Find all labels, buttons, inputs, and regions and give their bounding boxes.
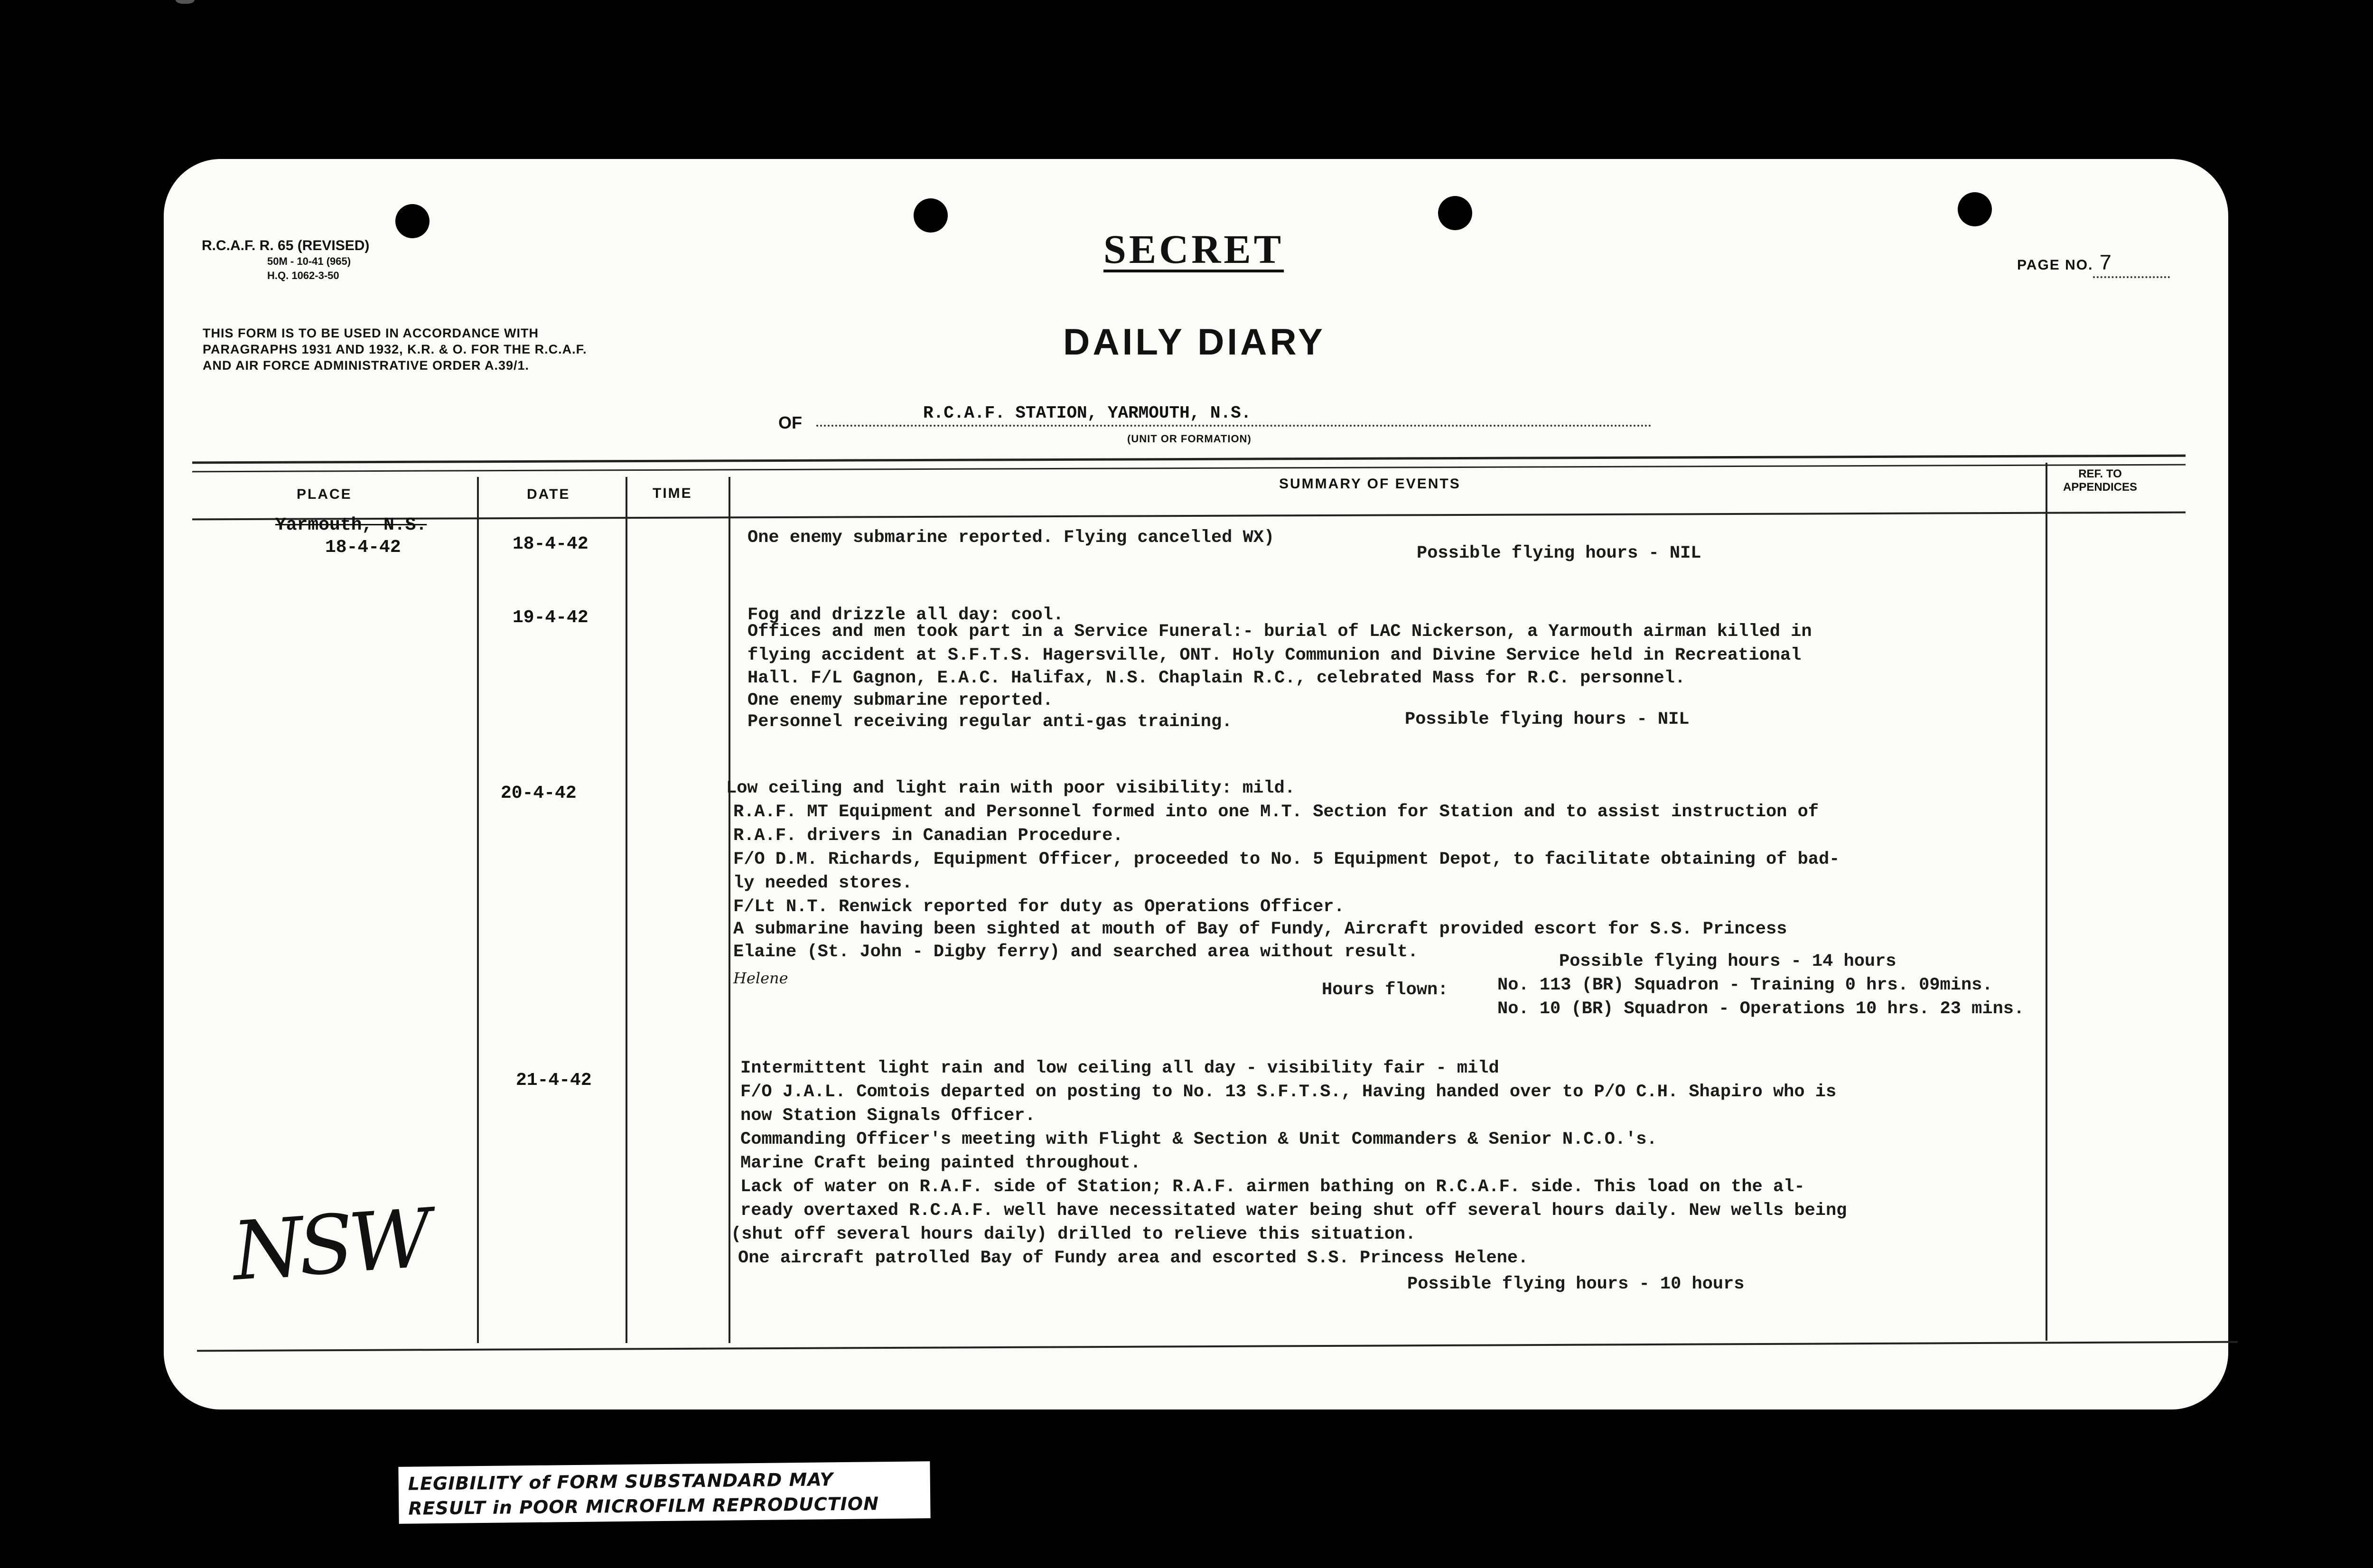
form-title: DAILY DIARY <box>1063 321 1326 363</box>
page-number-label: PAGE NO. <box>2017 257 2093 273</box>
table-header-rule <box>192 512 2186 521</box>
column-header-place: PLACE <box>297 486 352 502</box>
column-header-summary: SUMMARY OF EVENTS <box>1279 476 1461 492</box>
punch-hole <box>1438 196 1472 230</box>
flying-hours-line: Possible flying hours - 10 hours <box>1407 1274 1745 1294</box>
flying-hours-line: Possible flying hours - NIL <box>1405 709 1690 729</box>
form-print-code: 50M - 10-41 (965) <box>267 255 351 267</box>
form-number: R.C.A.F. R. 65 (REVISED) <box>202 238 370 253</box>
event-line: Hall. F/L Gagnon, E.A.C. Halifax, N.S. Chaplain R.C., celebrated Mass for R.C. personnel. <box>747 668 1686 688</box>
form-identifier <box>202 237 369 283</box>
event-line: Commanding Officer's meeting with Flight & Section & Unit Commanders & Senior N.C.O.'s. <box>740 1129 1657 1149</box>
entry-date: 19-4-42 <box>513 607 589 628</box>
punch-hole <box>1958 192 1992 226</box>
place-name: Yarmouth, N.S. <box>275 515 427 535</box>
diary-form-card <box>164 159 2228 1409</box>
event-line: now Station Signals Officer. <box>740 1106 1036 1126</box>
event-line: F/Lt N.T. Renwick reported for duty as Operations Officer. <box>733 897 1345 917</box>
page-number-value: 7 <box>2093 252 2170 278</box>
unit-caption: (UNIT OR FORMATION) <box>1127 433 1252 445</box>
event-line: A submarine having been sighted at mouth of Bay of Fundy, Aircraft provided escort for S.S. Princess <box>733 919 1787 939</box>
column-divider <box>626 477 627 1343</box>
event-line: F/O J.A.L. Comtois departed on posting to No. 13 S.F.T.S., Having handed over to P/O C.H. Shapiro who is <box>740 1082 1837 1102</box>
column-divider <box>477 477 479 1343</box>
event-line: Elaine (St. John - Digby ferry) and searched area without result. <box>733 942 1419 962</box>
page-number-field <box>2017 252 2170 278</box>
column-divider <box>2046 463 2047 1341</box>
event-line: Low ceiling and light rain with poor visibility: mild. <box>726 778 1295 798</box>
event-line: flying accident at S.F.T.S. Hagersville, ONT. Holy Communion and Divine Service held in Recreational <box>747 645 1802 665</box>
punch-hole <box>914 198 948 233</box>
event-line: R.A.F. MT Equipment and Personnel formed into one M.T. Section for Station and to assist instruction of <box>733 802 1819 822</box>
hours-flown-line: No. 10 (BR) Squadron - Operations 10 hrs. 23 mins. <box>1497 999 2025 1019</box>
event-line: Fog and drizzle all day: cool. <box>747 605 1064 625</box>
event-line: One aircraft patrolled Bay of Fundy area and escorted S.S. Princess Helene. <box>738 1248 1529 1268</box>
event-line: Offices and men took part in a Service Funeral:- burial of LAC Nickerson, a Yarmouth airman killed in <box>747 622 1812 642</box>
event-line: Lack of water on R.A.F. side of Station; R.A.F. airmen bathing on R.C.A.F. side. This load on the al- <box>740 1177 1805 1197</box>
hours-flown-line: No. 113 (BR) Squadron - Training 0 hrs. 09mins. <box>1497 975 1993 995</box>
security-classification: SECRET <box>1103 226 1284 272</box>
microfilm-legibility-note <box>398 1461 930 1524</box>
event-line: Marine Craft being painted throughout. <box>740 1153 1141 1173</box>
event-line: Intermittent light rain and low ceiling all day - visibility fair - mild <box>740 1058 1499 1078</box>
note-line: LEGIBILITY of FORM SUBSTANDARD MAY <box>408 1469 834 1494</box>
unit-of-label: OF <box>778 413 802 432</box>
form-instructions: THIS FORM IS TO BE USED IN ACCORDANCE WITH PARAGRAPHS 1931 AND 1932, K.R. & O. FOR THE R.C.A.F. AND AIR FORCE ADMINISTRATIVE ORDER A.39/1. <box>203 326 587 373</box>
table-top-rule <box>192 455 2186 464</box>
entry-date: 18-4-42 <box>513 534 589 554</box>
entry-date: 20-4-42 <box>501 783 577 803</box>
event-line: (shut off several hours daily) drilled to relieve this situation. <box>731 1224 1416 1244</box>
event-line: R.A.F. drivers in Canadian Procedure. <box>733 826 1123 846</box>
event-line: One enemy submarine reported. Flying cancelled WX) <box>747 528 1275 548</box>
event-line: ly needed stores. <box>733 873 913 893</box>
event-line: One enemy submarine reported. <box>747 691 1053 710</box>
column-header-time: TIME <box>653 485 692 501</box>
table-bottom-rule <box>197 1341 2238 1352</box>
column-header-date: DATE <box>527 486 570 502</box>
punch-hole <box>395 204 430 238</box>
unit-name: R.C.A.F. STATION, YARMOUTH, N.S. <box>923 403 1252 423</box>
place-date: 18-4-42 <box>325 537 401 558</box>
note-line: RESULT in POOR MICROFILM REPRODUCTION <box>408 1493 879 1519</box>
column-divider <box>729 477 730 1343</box>
event-line: Personnel receiving regular anti-gas training. <box>747 712 1233 732</box>
form-hq-ref: H.Q. 1062-3-50 <box>267 270 339 281</box>
handwritten-correction: Helene <box>733 969 788 987</box>
hours-flown-label: Hours flown: <box>1322 980 1448 1000</box>
column-header-ref: REF. TO APPENDICES <box>2063 467 2138 494</box>
flying-hours-line: Possible flying hours - NIL <box>1417 543 1701 563</box>
film-edge-mark <box>176 0 195 4</box>
entry-date: 21-4-42 <box>516 1070 592 1091</box>
handwritten-initials: NSW <box>229 1191 430 1299</box>
event-line: F/O D.M. Richards, Equipment Officer, proceeded to No. 5 Equipment Depot, to facilitate obtaining of bad- <box>733 849 1840 869</box>
flying-hours-line: Possible flying hours - 14 hours <box>1559 952 1897 971</box>
event-line: ready overtaxed R.C.A.F. well have necessitated water being shut off several hours daily. New wells being <box>740 1201 1847 1221</box>
table-top-rule-thin <box>192 464 2186 473</box>
